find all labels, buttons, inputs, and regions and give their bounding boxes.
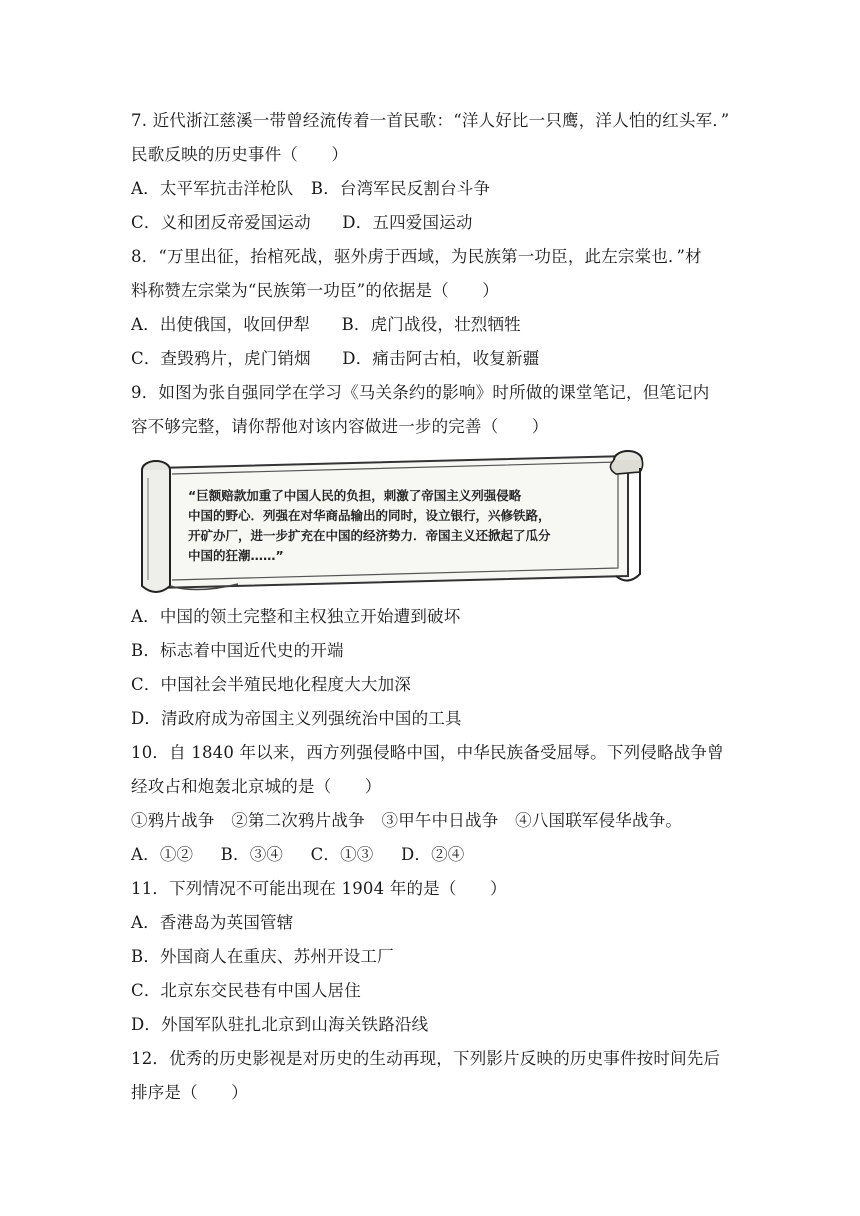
- q8-option-b: B．虎门战役，壮烈牺牲: [341, 315, 521, 334]
- q8-options-row2: [131, 348, 539, 370]
- q7-options-row1: [131, 178, 490, 200]
- q10-stem-line1: 10．自 1840 年以来，西方列强侵略中国，中华民族备受屈辱。下列侵略战争曾: [131, 743, 724, 762]
- q9-option-b: B．标志着中国近代史的开端: [131, 641, 344, 660]
- q10-option-c: C．①③: [310, 845, 374, 864]
- q8-option-d: D．痛击阿古柏，收复新疆: [342, 349, 540, 368]
- q7-option-d: D．五四爱国运动: [342, 213, 473, 232]
- q10-option-d: D．②④: [400, 845, 465, 864]
- q10-option-a: A．①②: [131, 845, 194, 864]
- q7-option-b: B．台湾军民反割台斗争: [310, 179, 491, 198]
- q9-stem-line2: 容不够完整，请你帮他对该内容做进一步的完善（ ）: [131, 417, 549, 436]
- q11-option-b: B．外国商人在重庆、苏州开设工厂: [131, 947, 394, 966]
- q8-option-c: C．查毁鸦片，虎门销烟: [131, 349, 311, 368]
- q9-stem-line1: 9．如图为张自强同学在学习《马关条约的影响》时所做的课堂笔记，但笔记内: [131, 383, 710, 402]
- q10-option-b: B．③④: [220, 845, 284, 864]
- q11-option-d: D．外国军队驻扎北京到山海关铁路沿线: [131, 1015, 429, 1034]
- q7-stem-line2: 民歌反映的历史事件（ ）: [131, 145, 349, 164]
- q10-stem-line2: 经攻占和炮轰北京城的是（ ）: [131, 777, 382, 796]
- q12-stem-line1: 12．优秀的历史影视是对历史的生动再现，下列影片反映的历史事件按时间先后: [131, 1049, 721, 1068]
- q10-options-row: [131, 844, 464, 866]
- q7-options-row2: [131, 212, 473, 234]
- q7-option-c: C．义和团反帝爱国运动: [131, 213, 311, 232]
- q9-option-d: D．清政府成为帝国主义列强统治中国的工具: [131, 709, 462, 728]
- q8-options-row1: [131, 314, 521, 336]
- q7-stem-line1: 7. 近代浙江慈溪一带曾经流传着一首民歌：“洋人好比一只鹰，洋人怕的红头军．”: [131, 111, 730, 130]
- notes-scroll-image: [128, 448, 648, 598]
- q11-option-a: A．香港岛为英国管辖: [131, 913, 294, 932]
- q11-stem: 11．下列情况不可能出现在 1904 年的是（ ）: [131, 879, 507, 898]
- q10-items: ①鸦片战争 ②第二次鸦片战争 ③甲午中日战争 ④八国联军侵华战争。: [131, 811, 683, 830]
- q8-option-a: A．出使俄国，收回伊犁: [131, 315, 311, 334]
- q7-option-a: A．太平军抗击洋枪队: [131, 179, 294, 198]
- q9-option-a: A．中国的领土完整和主权独立开始遭到破坏: [131, 607, 461, 626]
- q9-option-c: C．中国社会半殖民地化程度大大加深: [131, 675, 412, 694]
- q8-stem-line1: 8．“万里出征，抬棺死战，驱外虏于西域，为民族第一功臣，此左宗棠也．”材: [131, 247, 702, 266]
- scroll-notes-text: “巨额赔款加重了中国人民的负担，刺激了帝国主义列强侵略 中国的野心．列强在对华商品输出的同时，设立银行，兴修铁路， 开矿办厂，进一步扩充在中国的经济势力．帝国主义还掀起了瓜分 中国的狂潮……”: [188, 488, 551, 563]
- q12-stem-line2: 排序是（ ）: [131, 1083, 248, 1102]
- q8-stem-line2: 料称赞左宗棠为“民族第一功臣”的依据是（ ）: [131, 281, 499, 300]
- q11-option-c: C．北京东交民巷有中国人居住: [131, 981, 361, 1000]
